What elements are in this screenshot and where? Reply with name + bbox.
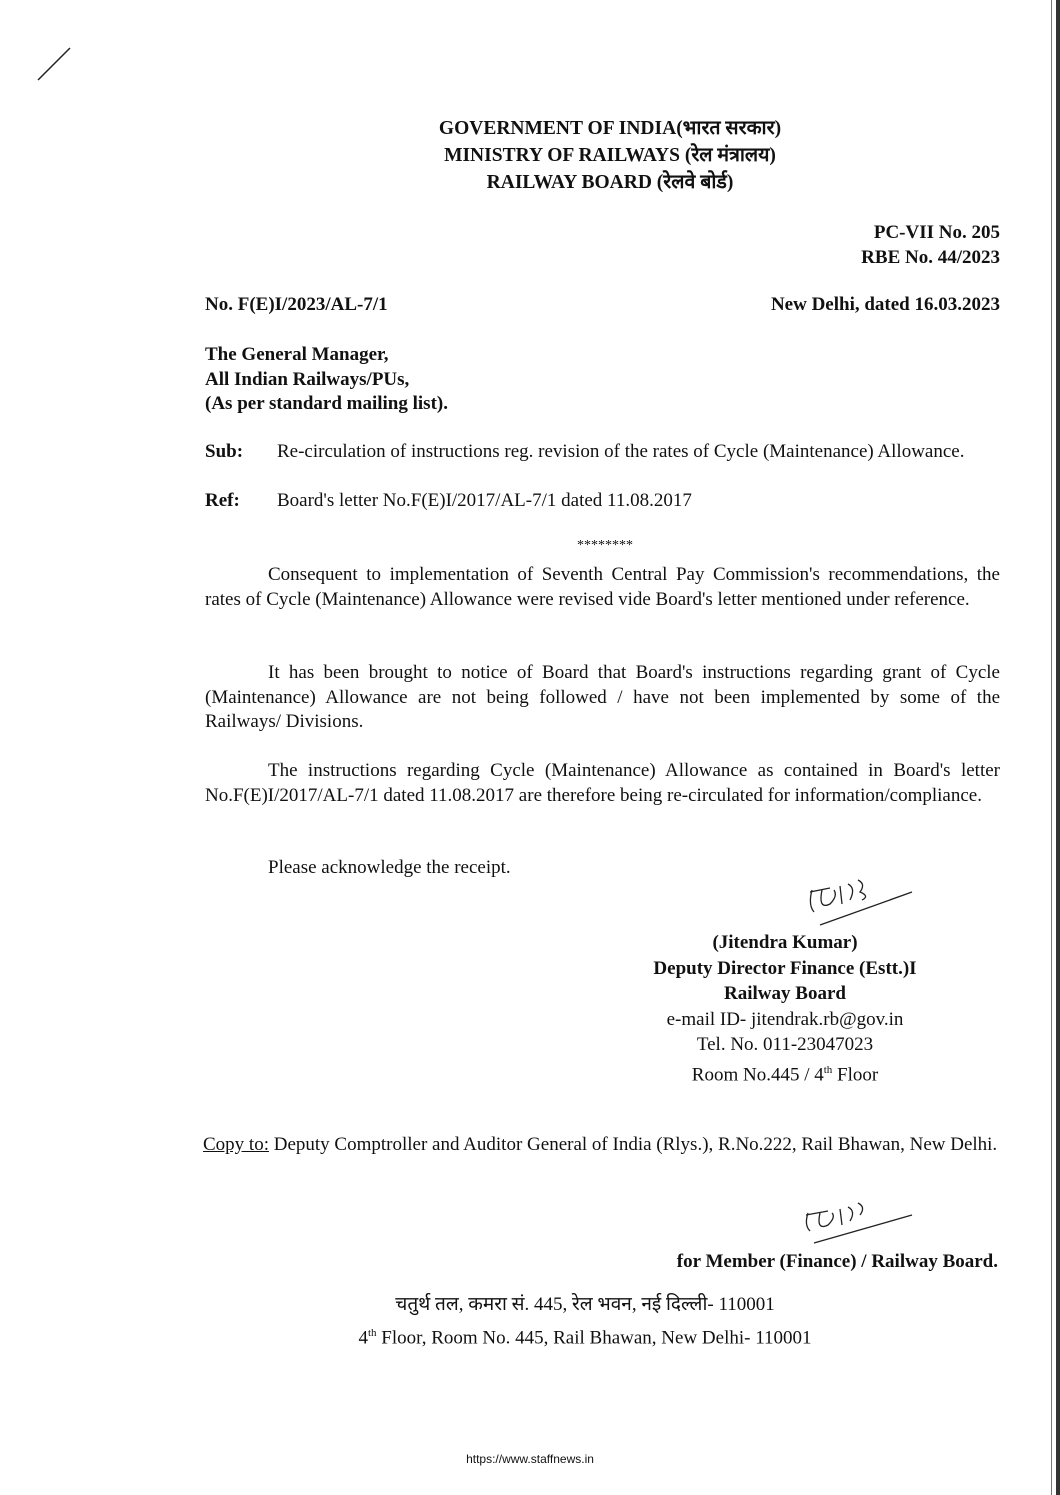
- letterhead: [300, 115, 920, 196]
- room-suffix: Floor: [832, 1063, 879, 1085]
- for-member-finance: for Member (Finance) / Railway Board.: [676, 1251, 998, 1272]
- acknowledge-text: Please acknowledge the receipt.: [268, 857, 511, 878]
- copy-to-label: Copy to:: [203, 1134, 269, 1155]
- footer-sup: th: [367, 1327, 377, 1339]
- circular-refs: [861, 221, 1000, 270]
- pc-number: PC-VII No. 205: [873, 222, 1000, 243]
- footer-english-text: Floor, Room No. 445, Rail Bhawan, New Delhi- 110001: [376, 1327, 812, 1349]
- addressee-line: All Indian Railways/PUs,: [205, 368, 410, 390]
- rbe-number: RBE No. 44/2023: [861, 246, 1000, 268]
- signatory-org: Railway Board: [724, 983, 846, 1004]
- footer-english: [280, 1319, 890, 1352]
- source-url: https://www.staffnews.in: [466, 1452, 594, 1466]
- letter-date: New Delhi, dated 16.03.2023: [770, 294, 1000, 315]
- signatory-room: [600, 1058, 970, 1088]
- pen-mark: [35, 45, 75, 85]
- signatory-email: e-mail ID- jitendrak.rb@gov.in: [666, 1008, 904, 1030]
- signatory-designation: Deputy Director Finance (Estt.)I: [653, 957, 917, 979]
- signatory-name: (Jitendra Kumar): [712, 932, 858, 953]
- copy-to-text: Deputy Comptroller and Auditor General of India (Rlys.), R.No.222, Rail Bhawan, New Delhi.: [273, 1134, 998, 1155]
- subject-label: Sub:: [205, 441, 244, 462]
- footer-address: [280, 1290, 890, 1352]
- addressee: [205, 343, 448, 417]
- room-sup: th: [823, 1063, 833, 1076]
- paragraph-1: Consequent to implementation of Seventh Central Pay Commission's recommendations, the rates of Cycle (Maintenance) Allowance were revised vide Board's letter mentioned under reference.: [205, 564, 1000, 610]
- letterhead-line-1: GOVERNMENT OF INDIA(भारत सरकार): [438, 118, 782, 139]
- subject-text: Re-circulation of instructions reg. revision of the rates of Cycle (Maintenance) Allowance.: [277, 441, 965, 462]
- addressee-line: (As per standard mailing list).: [205, 393, 448, 414]
- subject: [205, 440, 1000, 465]
- file-number: No. F(E)I/2023/AL-7/1: [205, 294, 388, 315]
- scan-edge-line: [1051, 0, 1052, 1495]
- initials-signature: [800, 1195, 920, 1250]
- signature: [800, 870, 920, 930]
- addressee-line: The General Manager,: [205, 344, 389, 365]
- reference-label: Ref:: [205, 490, 240, 511]
- reference-text: Board's letter No.F(E)I/2017/AL-7/1 dated 11.08.2017: [277, 490, 692, 511]
- separator-stars: ********: [577, 538, 633, 553]
- letterhead-line-2: MINISTRY OF RAILWAYS (रेल मंत्रालय): [444, 145, 776, 166]
- footer-floor: 4: [358, 1327, 368, 1349]
- paragraph-3: The instructions regarding Cycle (Maintenance) Allowance as contained in Board's letter No.F(E)I/2017/AL-7/1 dated 11.08.2017 are therefore being re-circulated for information/compliance.: [205, 760, 1000, 806]
- footer-hindi: चतुर्थ तल, कमरा सं. 445, रेल भवन, नई दिल्ली- 110001: [395, 1294, 775, 1315]
- signatory-block: [600, 930, 970, 1087]
- scan-edge: [1056, 0, 1060, 1495]
- reference: [205, 489, 1000, 514]
- paragraph-2: It has been brought to notice of Board that Board's instructions regarding grant of Cycle (Maintenance) Allowance are not being followed / have not been implemented by some of the Railways/ Divisions.: [205, 662, 1000, 732]
- room-text: Room No.445 / 4: [691, 1063, 824, 1085]
- signatory-tel: Tel. No. 011-23047023: [696, 1034, 874, 1055]
- copy-to: [203, 1133, 1013, 1158]
- letterhead-line-3: RAILWAY BOARD (रेलवे बोर्ड): [486, 172, 734, 193]
